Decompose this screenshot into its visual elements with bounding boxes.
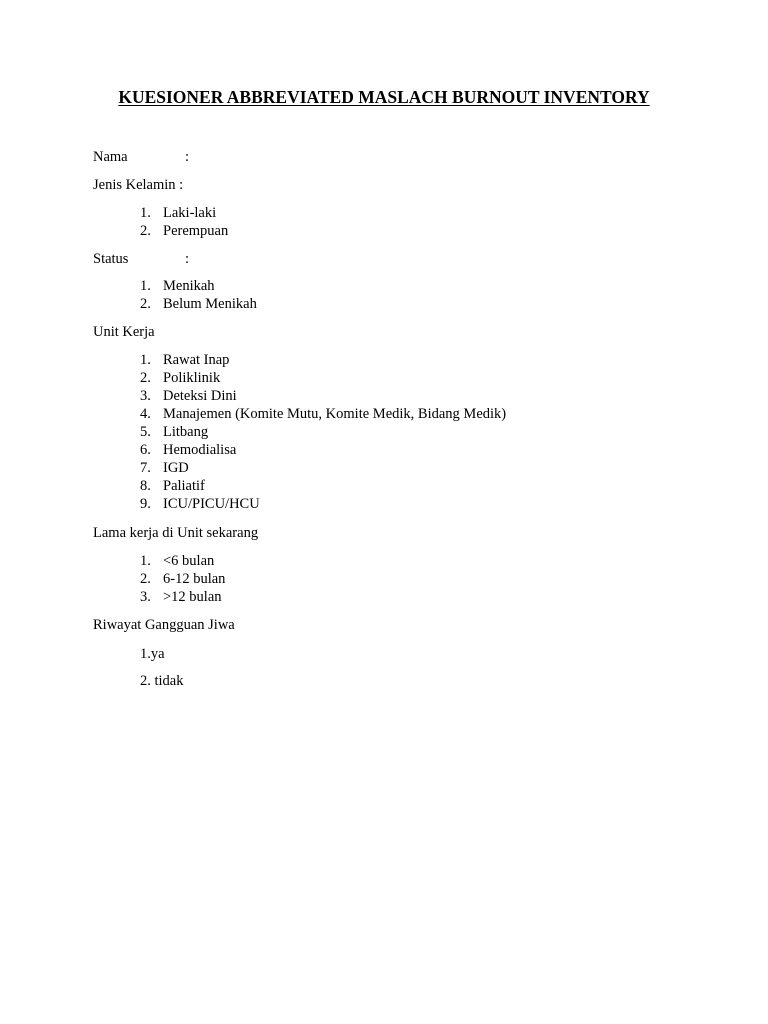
unit-kerja-label: Unit Kerja (93, 324, 155, 340)
nama-colon: : (185, 149, 190, 165)
status-label: Status (93, 251, 129, 267)
list-item: 2. tidak (140, 673, 184, 689)
page-title: KUESIONER ABBREVIATED MASLACH BURNOUT INVENTORY (118, 87, 650, 107)
list-item: 1.ya (140, 646, 165, 662)
list-item: 4. Manajemen (Komite Mutu, Komite Medik, Bidang Medik) (140, 406, 507, 422)
list-item: 1. Menikah (140, 278, 215, 294)
list-item: 2. 6-12 bulan (140, 571, 226, 587)
list-item: 5. Litbang (140, 424, 209, 440)
list-item: 1. <6 bulan (140, 553, 215, 569)
lama-kerja-label: Lama kerja di Unit sekarang (93, 525, 259, 541)
list-item: 1. Laki-laki (140, 205, 217, 221)
list-item: 1. Rawat Inap (140, 352, 230, 368)
list-item: 3. >12 bulan (140, 589, 222, 605)
list-item: 6. Hemodialisa (140, 442, 237, 458)
list-item: 2. Perempuan (140, 223, 229, 239)
list-item: 9. ICU/PICU/HCU (140, 496, 260, 512)
list-item: 2. Belum Menikah (140, 296, 257, 312)
status-colon: : (185, 251, 190, 267)
nama-label: Nama (93, 149, 128, 165)
riwayat-label: Riwayat Gangguan Jiwa (93, 617, 235, 633)
list-item: 7. IGD (140, 460, 189, 476)
list-item: 2. Poliklinik (140, 370, 221, 386)
list-item: 8. Paliatif (140, 478, 205, 494)
jenis-kelamin-label: Jenis Kelamin : (93, 177, 184, 193)
list-item: 3. Deteksi Dini (140, 388, 237, 404)
